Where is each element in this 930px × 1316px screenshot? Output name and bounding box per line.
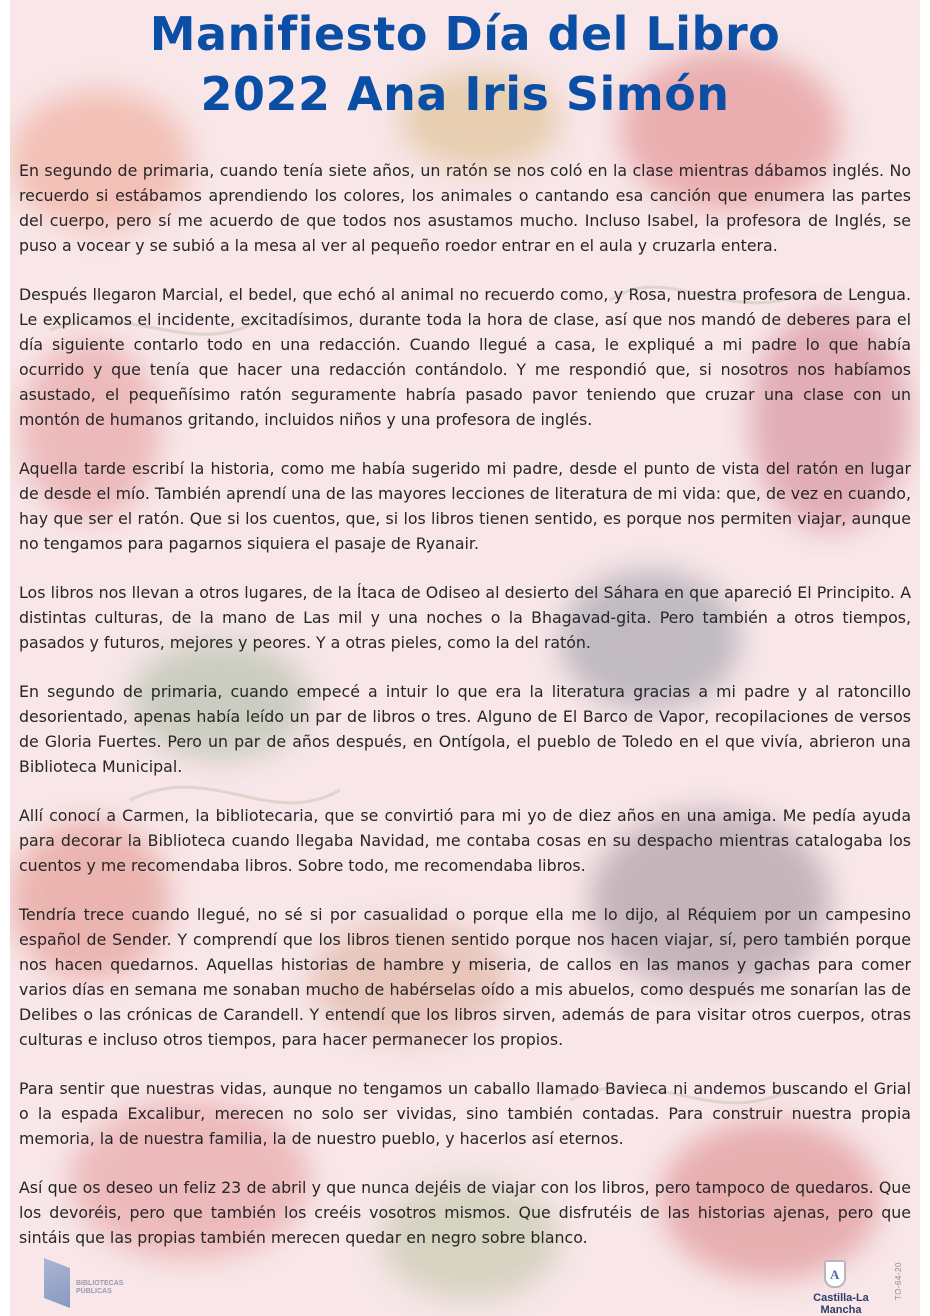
document-page (10, 0, 920, 1316)
paragraph: Los libros nos llevan a otros lugares, de la Ítaca de Odiseo al desierto del Sáhara en que apareció El Principito. A distintas culturas, de la mano de Las mil y una noches o la Bhagavad-gita. Pero también a otros tiempos, pasados y futuros, mejores y peores. Y a otras pieles, como la del ratón. (19, 583, 911, 652)
paragraph: Después llegaron Marcial, el bedel, que echó al animal no recuerdo como, y Rosa, nuestra profesora de Lengua. Le explicamos el incidente, excitadísimos, durante toda la hora de clase, así que nos mandó de deberes para el día siguiente contarlo todo en una redacción. Cuando llegué a casa, le expliqué a mi padre lo que había ocurrido y que tenía que hacer una redacción contándolo. Y me respondió que, si nosotros nos habíamos asustado, el pequeñísimo ratón seguramente habría pasado pavor teniendo que cruzar una clase con un montón de humanos gritando, incluidos niños y una profesora de inglés. (19, 285, 911, 429)
logo-text-line-2: PÚBLICAS (76, 1288, 112, 1295)
reference-code: TO-64-20 (894, 1262, 903, 1301)
bibliotecas-publicas-logo (44, 1258, 164, 1310)
logo-text-line-1: BIBLIOTECAS (76, 1280, 124, 1287)
paragraph: Aquella tarde escribí la historia, como me había sugerido mi padre, desde el punto de vista del ratón en lugar de desde el mío. También aprendí una de las mayores lecciones de literatura de mi vida: que, de vez en cuando, hay que ser el ratón. Que si los cuentos, que, si los libros tienen sentido, es porque nos permiten viajar, aunque no tengamos para pagarnos siquiera el pasaje de Ryanair. (19, 459, 911, 553)
castilla-la-mancha-logo (796, 1258, 886, 1316)
title-line-2: 2022 Ana Iris Simón (200, 67, 730, 121)
paragraph: Así que os deseo un feliz 23 de abril y que nunca dejéis de viajar con los libros, pero tampoco de quedaros. Que los devoréis, pero que también los creéis vosotros mismos. Que disfrutéis de las historias ajenas, pero que sintáis que las propias también merecen quedar en negro sobre blanco. (19, 1178, 911, 1247)
paragraph: Para sentir que nuestras vidas, aunque no tengamos un caballo llamado Bavieca ni andemos buscando el Grial o la espada Excalibur, merecen no solo ser vividas, sino también contadas. Para construir nuestra propia memoria, la de nuestra familia, la de nuestro pueblo, y hacerlos así eternos. (19, 1079, 911, 1148)
paragraph: En segundo de primaria, cuando empecé a intuir lo que era la literatura gracias a mi padre y al ratoncillo desorientado, apenas había leído un par de libros o tres. Alguno de El Barco de Vapor, recopilaciones de versos de Gloria Fuertes. Pero un par de años después, en Ontígola, el pueblo de Toledo en el que vivía, abrieron una Biblioteca Municipal. (19, 682, 911, 776)
title-line-1: Manifiesto Día del Libro (149, 7, 781, 61)
paragraph: Allí conocí a Carmen, la bibliotecaria, que se convirtió para mi yo de diez años en una amiga. Me pedía ayuda para decorar la Biblioteca cuando llegaba Navidad, me contaba cosas en su despacho mientras catalogaba los cuentos y me recomendaba libros. Sobre todo, me recomendaba libros. (19, 806, 911, 875)
page-title (10, 4, 920, 124)
manifesto-body (19, 158, 911, 1274)
book-icon (44, 1258, 70, 1308)
logo-text: Castilla-La Mancha (813, 1292, 869, 1316)
paragraph: En segundo de primaria, cuando tenía siete años, un ratón se nos coló en la clase mientras dábamos inglés. No recuerdo si estábamos aprendiendo los colores, los animales o cantando esa canción que enumera las partes del cuerpo, pero sí me acuerdo de que todos nos asustamos mucho. Incluso Isabel, la profesora de Inglés, se puso a vocear y se subió a la mesa al ver al pequeño roedor entrar en el aula y cruzarla entera. (19, 161, 911, 255)
paragraph: Tendría trece cuando llegué, no sé si por casualidad o porque ella me lo dijo, al Réquiem por un campesino español de Sender. Y comprendí que los libros tienen sentido porque nos hacen viajar, sí, pero también porque nos hacen quedarnos. Aquellas historias de hambre y miseria, de callos en las manos y gachas para comer varios días en semana me sonaban mucho de habérselas oído a mis abuelos, como después me sonarían las de Delibes o las crónicas de Carandell. Y entendí que los libros sirven, además de para visitar otros cuerpos, otras culturas e incluso otros tiempos, para hacer permanecer los propios. (19, 905, 911, 1049)
shield-icon (824, 1260, 846, 1288)
